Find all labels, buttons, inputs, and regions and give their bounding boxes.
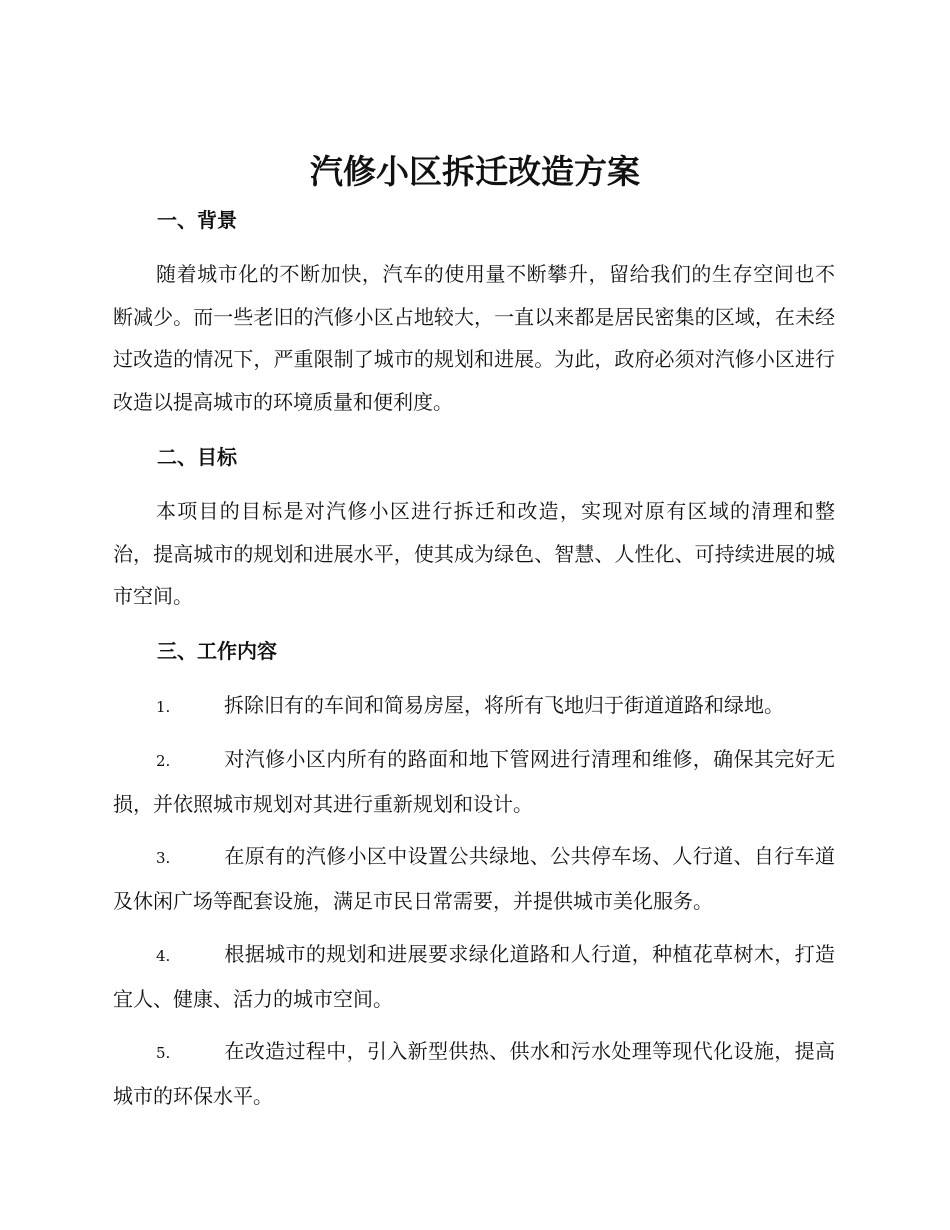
list-item-number: 2. [156, 752, 171, 770]
list-item-number: 1. [156, 698, 171, 716]
list-item-text: 拆除旧有的车间和简易房屋，将所有飞地归于街道道路和绿地。 [224, 693, 784, 717]
document-title: 汽修小区拆迁改造方案 [310, 152, 640, 191]
list-item [113, 684, 835, 729]
list-item-number: 5. [156, 1044, 171, 1062]
list-item [113, 835, 835, 922]
list-item [113, 933, 835, 1020]
list-item [113, 738, 835, 825]
list-item-number: 3. [156, 849, 171, 867]
section-heading-background: 一、背景 [157, 208, 237, 232]
list-item-number: 4. [156, 947, 171, 965]
section-paragraph-goal: 本项目的目标是对汽修小区进行拆迁和改造，实现对原有区域的清理和整治，提高城市的规划和进展水平，使其成为绿色、智慧、人性化、可持续进展的城市空间。 [113, 499, 835, 608]
list-item-text: 在原有的汽修小区中设置公共绿地、公共停车场、人行道、自行车道及休闲广场等配套设施，满足市民日常需要，并提供城市美化服务。 [113, 844, 835, 913]
section-paragraph-background: 随着城市化的不断加快，汽车的使用量不断攀升，留给我们的生存空间也不断减少。而一些老旧的汽修小区占地较大，一直以来都是居民密集的区域，在未经过改造的情况下，严重限制了城市的规划和进展。为此，政府必须对汽修小区进行改造以提高城市的环境质量和便利度。 [113, 262, 835, 414]
list-item [113, 1030, 835, 1117]
section-heading-work-content: 三、工作内容 [157, 639, 277, 663]
list-item-text: 对汽修小区内所有的路面和地下管网进行清理和维修，确保其完好无损，并依照城市规划对其进行重新规划和设计。 [113, 747, 835, 816]
section-heading-goal: 二、目标 [157, 445, 237, 469]
list-item-text: 在改造过程中，引入新型供热、供水和污水处理等现代化设施，提高城市的环保水平。 [113, 1039, 835, 1108]
list-item-text: 根据城市的规划和进展要求绿化道路和人行道，种植花草树木，打造宜人、健康、活力的城市空间。 [113, 942, 835, 1011]
